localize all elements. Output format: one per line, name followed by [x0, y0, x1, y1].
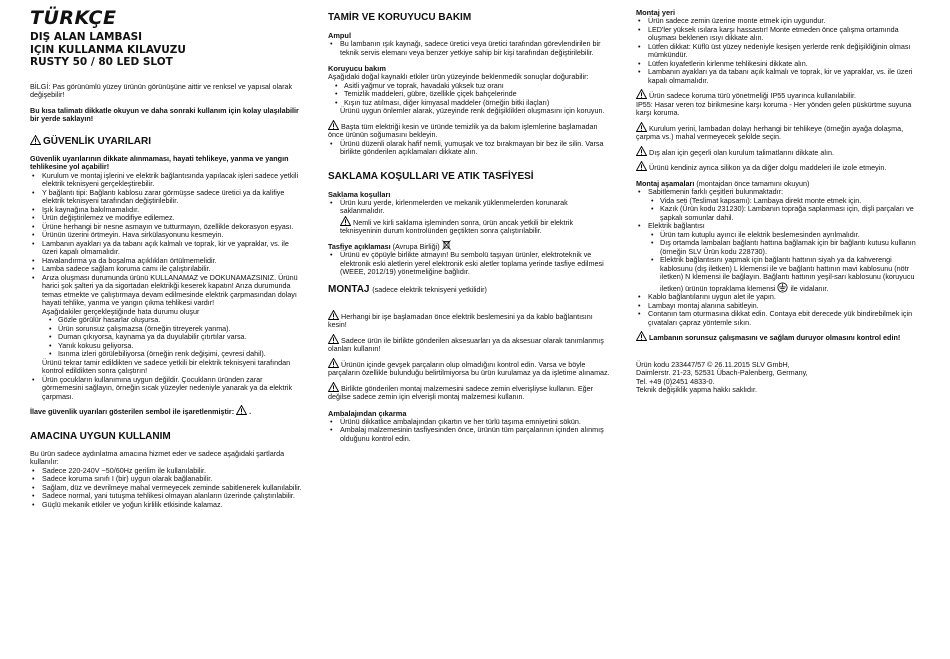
list-item: • LED'ler yüksek ısılara karşı hassastır! Monte etmeden önce çalışma ortamında oluşması beklenen ısıyı dikkate alın.	[648, 26, 922, 43]
safety-heading: GÜVENLİK UYARILARI	[30, 135, 302, 148]
children-list	[30, 376, 302, 402]
place-list	[636, 17, 922, 85]
warning-icon	[636, 122, 647, 132]
read-instruction: Bu kısa talimatı dikkatle okuyun ve daha sonraki kullanım için kolay ulaşılabilir bir yerde saklayın!	[30, 105, 299, 123]
list-item: • Işık kaynağına bakılmamalıdır.	[42, 206, 302, 215]
list-item: • Isınma izleri görülebiliyorsa (örneğin renk değişimi, çevresi dahil).	[58, 350, 302, 359]
list-item: • Kazık (Ürün kodu 231230): Lambanın toprağa saplanması için, dişli parçaları ve şapkalı somunlar dahil.	[660, 205, 922, 222]
safety-list	[30, 172, 302, 308]
column-2	[328, 8, 610, 443]
list-item: • Kurulum ve montaj işlerini ve elektrik bağlantısında yapılacak işleri sadece yetkili elektrik teknisyeni gerçekleştirebilir.	[42, 172, 302, 189]
list-item: • Ürünü düzenli olarak hafif nemli, yumuşak ve toz bırakmayan bir bez ile silin. Varsa birlikte gönderilen açıklamaları dikkate alın.	[340, 140, 610, 157]
list-item: • Ürün tam kutuplu ayırıcı ile elektrik beslemesinden ayrılmalıdır.	[660, 231, 922, 240]
list-item: • Sabitlemenin farklı çeşitleri bulunmaktadır: • Vida seti (Teslimat kapsamı): Lambaya direkt monte etmek için. • Kazık (Ürün kodu 231230): Lambanın toprağa saplanması için, dişli parçaları ve şapkalı somunlar dahil.	[648, 188, 922, 222]
malfunction-intro: Aşağıdakiler gerçekleştiğinde hata durumu oluşur	[42, 306, 200, 316]
list-item: • Lambayı montaj alanına sabitleyin.	[648, 302, 922, 311]
list-item: • Ürünü ev çöpüyle birlikte atmayın! Bu sembolü taşıyan ürünler, elektroteknik ve elektronik eski aletlerin yerel elektronik eski aletler toplama yerinde tasfiye edilmesi (WEEE, 2012/19) yönetmeliğine bağlıdır.	[340, 251, 610, 277]
list-item: • Lambanın ayakları ya da tabanı açık kalmalı ve toprak, kir ve yapraklar, vs. ile üzeri kapalı olmamalıdır.	[648, 68, 922, 85]
warning-icon	[328, 358, 339, 368]
list-item: • Güçlü mekanik etkiler ve yoğun kirlilik etkisinde kalamaz.	[42, 501, 302, 510]
unpack-heading: Ambalajından çıkarma	[328, 408, 407, 418]
warning-icon	[328, 120, 339, 130]
use-list	[30, 467, 302, 510]
list-item: • Lütfen dikkat: Küflü üst yüzey nedeniyle kesişen yerlerde renk değişikliğinin olması mümkündür.	[648, 43, 922, 60]
list-item: • Ürün sorunsuz çalışmazsa (örneğin titreyerek yanma).	[58, 325, 302, 334]
protect-end: Ürünü uygun önlemler alarak, yüzeyinde renk değişiklikleri oluşmasını için koruyun.	[340, 106, 605, 115]
list-item: • Arıza oluşması durumunda ürünü KULLANAMAZ ve DOKUNAMAZSINIZ. Ürünü harici şok şalteri ya da sigortadan elektrikği keserek kapatın! Arıza durumunda temas etmekte ve çalıştırmaya devam edilmesinde elektrik çarpmasından dolayı hayati tehlike, yanma ve yangın çıkma tehlikesi vardır!	[42, 274, 302, 308]
list-item: • Dış ortamda lambaları bağlantı hattına bağlamak için bir bağlantı kutusu kullanın (örneğin SLV Ürün kodu 228730).	[660, 239, 922, 256]
list-item: • Bu lambanın ışık kaynağı, sadece üretici veya üretici tarafından görevlendirilen bir teknik servis elemanı veya benzer yetkiye sahip bir kişi tarafından değiştirilebilir.	[340, 40, 610, 57]
list-item: • Elektrik bağlantısını yapmak için bağlantı hattının siyah ya da kahverengi kablosunu (dış iletken) L klemensi ile ve bağlantı hattının mavi kablosunu (nötr iletken) N klemensi ile bağlayın. Bağlantı hattının yeşil-sarı kablosunu (koruyucu iletken) ürünün topraklama klemensi ile vidalanır.	[660, 256, 922, 293]
doc-title-line-1: DIŞ ALAN LAMBASI	[30, 31, 143, 43]
mount-warning-3: Ürünün içinde gevşek parçaların olup olmadığını kontrol edin. Varsa ve böyle parçaların özellikle bulunduğu belirtilmiyorsa bu ürün kurulamaz ya da işletime alınamaz.	[328, 359, 610, 377]
malfunction-list	[30, 316, 302, 359]
list-item: • Lütfen kıyafetlerin kirlenme tehlikesini dikkate alın.	[648, 60, 922, 69]
steps-heading: Montaj aşamaları (montajdan önce tamamını okuyun)	[636, 178, 810, 188]
symbol-note: İlave güvenlik uyarıları gösterilen sembol ile işaretlenmiştir: .	[30, 407, 252, 416]
list-item: • Contanın tam oturmasına dikkat edin. Contaya ebit derecede yük bindirebilmek için çıvataları çapraz yöntemle sıkın.	[648, 310, 922, 327]
company-line-1: Ürün kodu 233447/57 © 26.11.2015 SLV GmbH,	[636, 359, 790, 369]
warning-icon	[328, 310, 339, 320]
doc-title-line-3: RUSTY 50 / 80 LED SLOT	[30, 56, 173, 68]
silicone-warning: Ürünü kendiniz ayrıca silikon ya da diğer dolgu maddeleri ile izole etmeyin.	[636, 161, 922, 173]
protect-intro: Aşağıdaki doğal kaynaklı etkiler ürün yüzeyinde beklenmedik sonuçlar doğurabilir:	[328, 72, 589, 81]
list-item: • Yanık kokusu geliyorsa.	[58, 342, 302, 351]
malfunction-end: Ürünü tekrar tamir edildikten ve sadece yetkili bir elektrik teknisyeni tarafından kontrol edildikten sonra çalıştırın!	[42, 357, 291, 375]
list-item: • Havalandırma ya da boşalma açıklıkları örtülmemelidir.	[42, 257, 302, 266]
warning-icon	[340, 216, 351, 226]
warning-icon	[636, 146, 647, 156]
disposal-list	[328, 251, 610, 277]
mount-warning-1: Herhangi bir işe başlamadan önce elektrik beslemesini ya da kablo bağlantısını kesin!	[328, 311, 593, 329]
company-line-2: Daimlerstr. 21-23, 52531 Übach-Palenberg, Germany,	[636, 368, 808, 377]
ampul-heading: Ampul	[328, 31, 351, 40]
warning-icon	[236, 405, 247, 415]
list-item: • Kablo bağlantılarını uygun alet ile yapın.	[648, 293, 922, 302]
list-item: • Ambalaj malzemesinin tasfiyesinden önce, ürünün tüm parçalarının içinden alınmış olduğunu kontrol edin.	[340, 426, 610, 443]
mount-warning-4: Birlikte gönderilen montaj malzemesini sadece zemin elverişliyse kullanın. Eğer değilse sadece zemin için elverişli montaj malzemesi kullanın.	[328, 383, 594, 401]
list-item: • Sağlam, düz ve devrilmeye mahal vermeyecek zeminde sabitlenerek kullanılabilir.	[42, 484, 302, 493]
warning-icon	[636, 331, 647, 341]
warning-icon	[636, 161, 647, 171]
place-heading: Montaj yeri	[636, 8, 676, 17]
storage-subheading: Saklama koşulları	[328, 189, 391, 199]
company-line-3: Tel. +49 (0)2451 4833-0.	[636, 376, 715, 386]
mount-heading: MONTAJ (sadece elektrik teknisyeni yetkilidir)	[328, 283, 487, 295]
clean-warning: Başta tüm elektriği kesin ve üründe temizlik ya da bakım işlemlerine başlamadan önce ürünün soğumasını bekleyin.	[328, 121, 598, 139]
list-item: • Ürünün üzerini örtmeyin. Hava sirkülasyonunu kesmeyin.	[42, 231, 302, 240]
list-item: • Lambanın ayakları ya da tabanı açık kalmalı ve toprak, kir ve yapraklar, vs. ile üzeri kapalı olmamalıdır.	[42, 240, 302, 257]
warning-icon	[328, 334, 339, 344]
storage-list	[328, 199, 610, 216]
protect-list	[328, 82, 610, 108]
use-intro: Bu ürün sadece aydınlatma amacına hizmet eder ve sadece aşağıdaki şartlarda kullanılır:	[30, 448, 285, 466]
clean-list	[328, 140, 610, 157]
ip-text: IP55: Hasar veren toz birikmesine karşı koruma - Her yönden gelen püskürtme suyuna karşı koruma.	[636, 99, 912, 117]
unpack-list	[328, 418, 610, 444]
column-1	[30, 8, 302, 509]
safety-intro: Güvenlik uyarılarının dikkate alınmaması, hayati tehlikeye, yanma ve yangın tehlikesine yol açabilir!	[30, 153, 289, 171]
language-heading: TÜRKÇE	[30, 7, 117, 29]
list-item: • Elektrik bağlantısı • Ürün tam kutuplu ayırıcı ile elektrik beslemesinden ayrılmalıdır. • Dış ortamda lambaları bağlantı hattına bağlamak için bir bağlantı kutusu kullanın (örneğin SLV Ürün kodu 228730). • Elektrik bağlantısını yapmak için bağlantı hattının siyah ya da kahverengi kablosunu (dış iletken) L klemensi ile ve bağlantı hattının mavi kablosunu (nötr iletken) N klemensi ile bağlayın. Bağlantı hattının yeşil-sarı kablosunu (koruyucu iletken) ürünün topraklama klemensi ile vidalanır.	[648, 222, 922, 293]
list-item: • Asitli yağmur ve toprak, havadaki yüksek tuz oranı	[344, 82, 610, 91]
ampul-list	[328, 40, 610, 57]
list-item: • Y bağlantı tipi: Bağlantı kablosu zarar görmüşse sadece üretici ya da kalifiye elektrik teknisyeni tarafından değiştirilebilir.	[42, 189, 302, 206]
location-warning: Kurulum yerini, lambadan dolayı herhangi bir tehlikeye (örneğin ayağa dolaşma, çarpma vs.) mahal vermeyecek şekilde seçin.	[636, 123, 904, 141]
doc-title-line-2: IÇIN KULLANMA KILAVUZU	[30, 43, 186, 56]
outdoor-warning: Dış alan için geçerli olan kurulum talimatlarını dikkate alın.	[636, 146, 922, 158]
ip-warning: Ürün sadece koruma türü yönetmeliği IP55 uyarınca kullanılabilir.	[636, 89, 922, 101]
warning-icon	[328, 382, 339, 392]
list-item: • Ürünü dikkatlice ambalajından çıkartın ve her türlü taşıma emniyetini sökün.	[340, 418, 610, 427]
protect-heading: Koruyucu bakım	[328, 64, 386, 73]
steps-list	[636, 188, 922, 327]
warning-icon	[30, 135, 41, 145]
info-text: BİLGİ: Pas görünümlü yüzey ürünün görünüşüne aittir ve renksel ve yapısal olarak değişebilir!	[30, 81, 293, 99]
ground-icon	[777, 282, 788, 292]
mount-warning-2: Sadece ürün ile birlikte gönderilen aksesuarları ya da aksesuar olarak tanımlanmış olanları kullanın!	[328, 335, 604, 353]
list-item: • Ürün kuru yerde, kirlenmelerden ve mekanik yüklenmelerden korunarak saklanmalıdır.	[340, 199, 610, 216]
list-item: • Ürün sadece zemin üzerine monte etmek için uygundur.	[648, 17, 922, 26]
company-line-4: Teknik değişiklik yapma hakkı saklıdır.	[636, 385, 758, 394]
list-item: • Sadece normal, yani tutuşma tehlikesi olmayan alanların üzerinde çalıştırılabilir.	[42, 492, 302, 501]
disposal-heading: Tasfiye açıklaması (Avrupa Birliği)	[328, 240, 610, 252]
storage-heading: SAKLAMA KOŞULLARI VE ATIK TASFİYESİ	[328, 170, 534, 182]
list-item: • Ürün çocukların kullanımına uygun değildir. Çocukların üründen zarar görmemesini sağlayın, örneğin sıcak yüzeyler nedeniyle yanarak ya da elektrik çarpması.	[42, 376, 302, 402]
warning-icon	[636, 89, 647, 99]
list-item: • Temizlik maddeleri, gübre, özellikle çiçek bahçelerinde	[344, 90, 610, 99]
list-item: • Kışın tuz atılması, diğer kimyasal maddeler (örneğin bitki ilaçları)	[344, 99, 610, 108]
crossed-bin-icon	[442, 240, 451, 250]
column-3	[636, 8, 922, 395]
intended-use-heading: AMACINA UYGUN KULLANIM	[30, 430, 171, 442]
list-item: • Vida seti (Teslimat kapsamı): Lambaya direkt monte etmek için.	[660, 197, 922, 206]
list-item: • Ürüne herhangi bir nesne asmayın ve tutturmayın, özellikle dekorasyon eşyası.	[42, 223, 302, 232]
storage-warning: Nemli ve kirli saklama işleminden sonra, ürün ancak yetkili bir elektrik teknisyeninin durum kontrolünden geçtikten sonra çalıştırılabilir.	[340, 217, 574, 235]
list-item: • Duman çıkıyorsa, kaynama ya da duyulabilir çıtırtılar varsa.	[58, 333, 302, 342]
list-item: • Sadece koruma sınıfı I (bir) uygun olarak bağlanabilir.	[42, 475, 302, 484]
care-heading: TAMİR VE KORUYUCU BAKIM	[328, 12, 472, 23]
list-item: • Ürün değiştirilemez ve modifiye edilemez.	[42, 214, 302, 223]
list-item: • Sadece 220-240V ~50/60Hz gerilim ile kullanılabilir.	[42, 467, 302, 476]
final-warning: Lambanın sorunsuz çalışmasını ve sağlam duruyor olmasını kontrol edin!	[636, 331, 922, 343]
list-item: • Gözle görülür hasarlar oluşursa.	[58, 316, 302, 325]
list-item: • Lamba sadece sağlam koruma camı ile çalıştırılabilir.	[42, 265, 302, 274]
